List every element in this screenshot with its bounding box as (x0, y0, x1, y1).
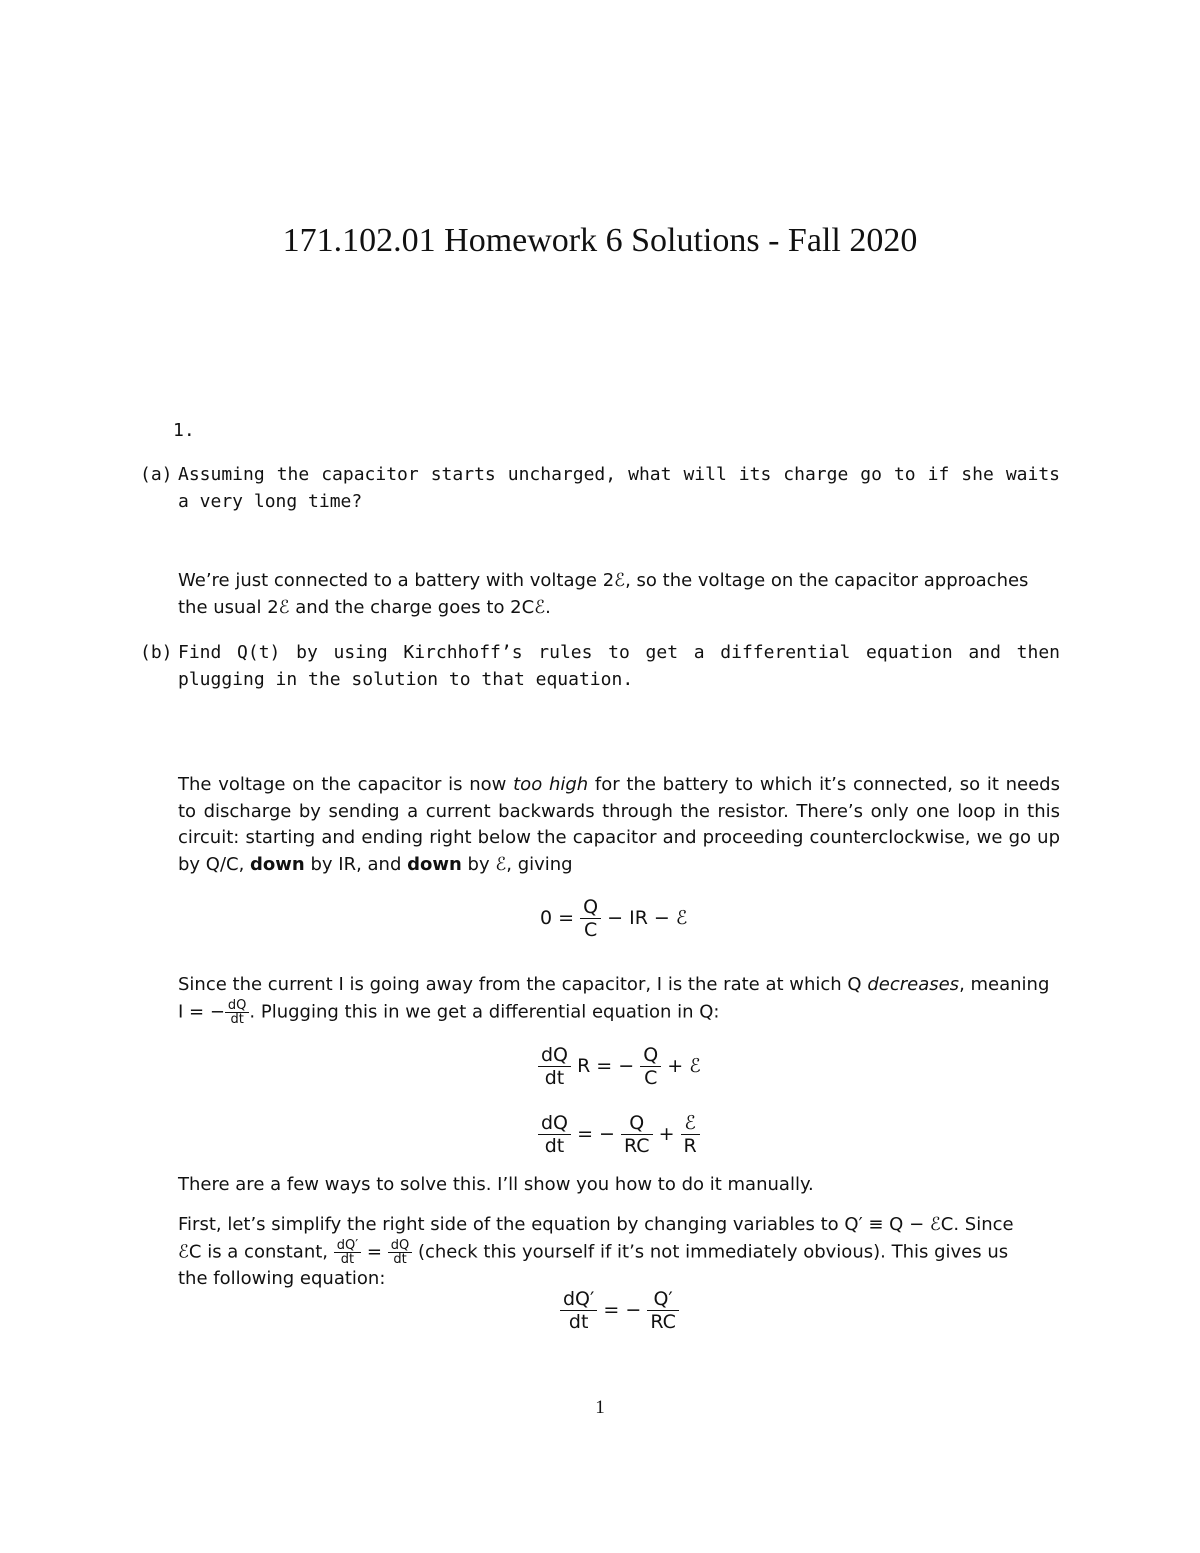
fraction (560, 1288, 597, 1333)
denominator: R (683, 1135, 697, 1157)
eq-plus: + (658, 1123, 675, 1145)
fraction (388, 1239, 412, 1266)
bold-down: down (250, 853, 305, 875)
eq-rest: − IR − ℰ (607, 907, 688, 929)
text-run: by ℰ, giving (461, 853, 573, 875)
page-title: 171.102.01 Homework 6 Solutions - Fall 2020 (282, 222, 918, 259)
part-a-answer-line-1: We’re just connected to a battery with voltage 2ℰ, so the voltage on the capacitor approaches (178, 570, 1029, 591)
part-a-label: (a) (140, 464, 173, 485)
change-line-3: the following equation: (178, 1267, 386, 1289)
fraction (225, 999, 249, 1026)
emphasis-decreases: decreases (867, 974, 960, 995)
text-run: . Plugging this in we get a differential equation in Q: (249, 1001, 720, 1022)
change-variables-paragraph (178, 1212, 1060, 1292)
numerator: dQ (538, 1112, 571, 1135)
text-run: (check this yourself if it’s not immediately obvious). This gives us (417, 1241, 1009, 1262)
current-line-1 (178, 972, 1060, 999)
text-run: = (366, 1241, 383, 1262)
fraction (334, 1239, 361, 1266)
numerator: Q (640, 1044, 661, 1067)
part-b-label: (b) (140, 642, 173, 663)
denominator: dt (393, 1251, 407, 1267)
numerator: dQ′ (334, 1239, 361, 1253)
denominator: RC (650, 1311, 676, 1333)
change-line-2 (178, 1239, 1060, 1266)
numerator: Q (621, 1112, 653, 1135)
fraction (538, 1112, 571, 1157)
solve-intro: There are a few ways to solve this. I’ll show you how to do it manually. (178, 1174, 814, 1195)
text-run: ℰC is a constant, (178, 1241, 329, 1262)
numerator: dQ (538, 1044, 571, 1067)
equation-de-1 (538, 1044, 701, 1089)
numerator: Q (580, 896, 601, 919)
text-run: , meaning (959, 974, 1050, 995)
fraction (681, 1112, 700, 1157)
text-run: by IR, and (304, 853, 408, 875)
equation-de-2 (538, 1112, 700, 1157)
equation-prime (560, 1288, 679, 1333)
kirchhoff-paragraph (178, 772, 1060, 878)
numerator: dQ (388, 1239, 412, 1253)
current-paragraph (178, 972, 1060, 1026)
fraction (538, 1044, 571, 1089)
part-a-answer (178, 568, 1060, 621)
part-a-answer-line-2: the usual 2ℰ and the charge goes to 2Cℰ. (178, 596, 551, 618)
denominator: RC (624, 1135, 650, 1157)
text-run: for the battery to which it’s connected, so it needs to discharge by sending a current backwards through the resistor. There’s only one loop in this circuit: starting and ending right below the capacitor and proceeding counterclockwise, we go up by Q/C, (178, 774, 1060, 875)
fraction (621, 1112, 653, 1157)
eq-mid: R = − (577, 1055, 635, 1077)
eq-mid: = − (577, 1123, 615, 1145)
emphasis-too-high: too high (513, 774, 589, 795)
denominator: dt (340, 1251, 355, 1267)
denominator: dt (568, 1311, 589, 1333)
numerator: ℰ (681, 1112, 700, 1135)
denominator: C (644, 1067, 658, 1089)
page-number: 1 (595, 1397, 605, 1418)
denominator: dt (230, 1011, 244, 1027)
text-run: Since the current I is going away from the capacitor, I is the rate at which Q (178, 974, 868, 995)
text-run: I = − (178, 1001, 225, 1022)
current-line-2 (178, 999, 1060, 1026)
problem-number: 1. (173, 420, 195, 441)
eq-lhs: 0 = (540, 907, 575, 929)
part-a-question: Assuming the capacitor starts uncharged, what will its charge go to if she waits a very long time? (178, 464, 1060, 512)
fraction (640, 1044, 661, 1089)
denominator: dt (544, 1067, 565, 1089)
numerator: dQ (225, 999, 249, 1013)
eq-mid: = − (603, 1299, 642, 1321)
numerator: dQ′ (560, 1288, 597, 1311)
fraction (647, 1288, 679, 1333)
part-b-question: Find Q(t) by using Kirchhoff’s rules to get a differential equation and then plugging in the solution to that equation. (178, 642, 1060, 690)
change-line-1: First, let’s simplify the right side of the equation by changing variables to Q′ ≡ Q − ℰC. Since (178, 1214, 1014, 1235)
eq-rest: + ℰ (667, 1055, 701, 1077)
fraction (580, 896, 601, 941)
denominator: C (583, 919, 598, 941)
numerator: Q′ (647, 1288, 679, 1311)
bold-down: down (407, 853, 462, 875)
equation-loop (540, 896, 687, 941)
text-run: The voltage on the capacitor is now (178, 774, 514, 795)
denominator: dt (544, 1135, 565, 1157)
